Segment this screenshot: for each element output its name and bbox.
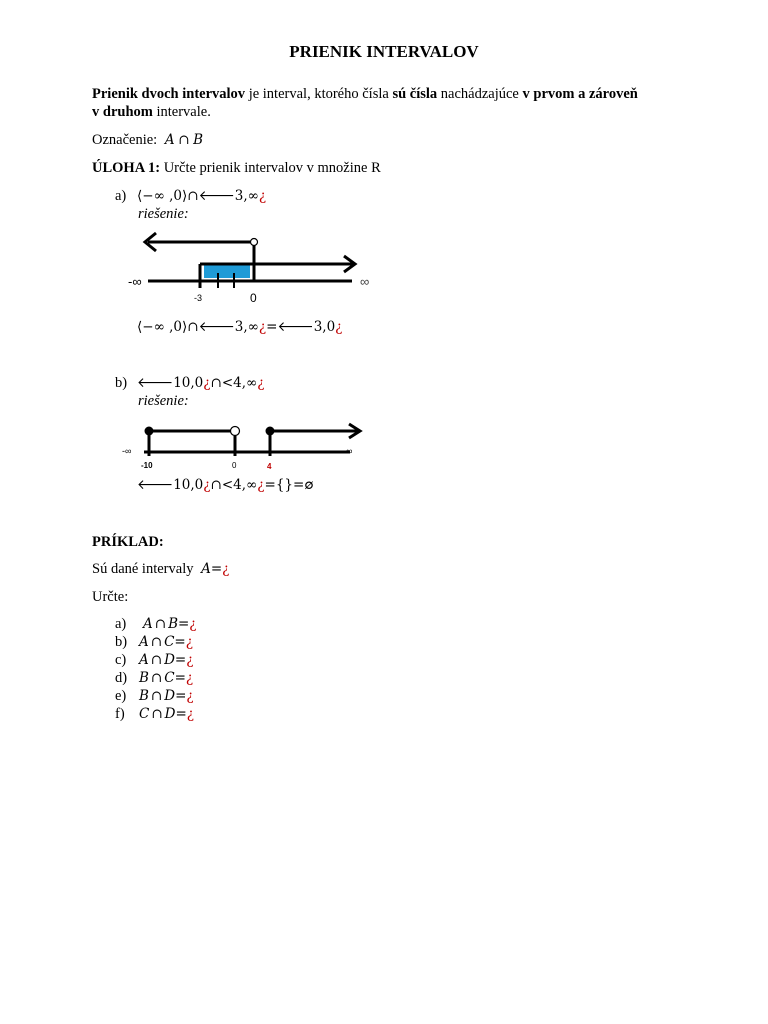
closed-point-4 xyxy=(266,427,275,436)
question-mark: ¿ xyxy=(258,319,267,335)
part-b-marker: b) xyxy=(115,375,128,391)
example-item-marker: b) xyxy=(115,634,128,650)
example-item-marker: e) xyxy=(115,688,127,704)
example-given-eq: = xyxy=(210,561,223,577)
definition-text: intervale. xyxy=(152,104,211,120)
part-a-result xyxy=(137,319,342,335)
example-item-expression xyxy=(139,688,194,705)
set-left: A xyxy=(139,634,149,650)
set-left: A xyxy=(139,652,149,668)
tick-label-m10: -10 xyxy=(141,461,153,470)
task-label: ÚLOHA 1: xyxy=(92,160,161,176)
cap-symbol: ∩ xyxy=(150,634,163,650)
part-b-result xyxy=(137,477,314,493)
definition-bold: v druhom xyxy=(92,104,153,120)
part-a-expr: ⟨−∞ ,0⟩∩ xyxy=(137,188,199,204)
part-b-result-2: ∩<4,∞ xyxy=(210,477,258,493)
example-item-expression xyxy=(143,616,197,633)
example-item-expression xyxy=(139,706,194,723)
equals-sign: = xyxy=(174,652,187,668)
example-given xyxy=(92,561,229,578)
cap-symbol: ∩ xyxy=(151,706,163,722)
definition-text: je interval, ktorého čísla xyxy=(245,86,393,102)
definition-line-2 xyxy=(92,104,211,121)
part-a-marker: a) xyxy=(115,188,127,204)
example-item-marker: d) xyxy=(115,670,128,686)
question-mark: ¿ xyxy=(203,375,211,391)
definition-line-1 xyxy=(92,86,638,103)
set-right: B xyxy=(168,616,178,632)
tick-label-0: 0 xyxy=(250,291,257,305)
left-arrow-icon: 🡐 xyxy=(137,477,174,493)
equals-sign: = xyxy=(177,616,190,632)
question-mark: ¿ xyxy=(258,188,267,204)
notation-label: Označenie: xyxy=(92,132,158,148)
question-mark: ¿ xyxy=(335,319,343,335)
set-left: B xyxy=(139,688,149,704)
question-mark: ¿ xyxy=(186,688,194,704)
part-a-result-2: 3,∞ xyxy=(234,319,259,335)
notation-line xyxy=(92,132,203,149)
question-mark: ¿ xyxy=(257,477,265,493)
notation-a: A xyxy=(164,132,175,148)
task-text: Určte prienik intervalov v množine R xyxy=(160,160,381,176)
question-mark: ¿ xyxy=(222,561,230,577)
tick-label-0: 0 xyxy=(232,461,237,470)
part-a-expr2: 3,∞ xyxy=(234,188,259,204)
part-b-solution-label: riešenie: xyxy=(138,393,189,409)
part-a-number-line xyxy=(120,228,380,308)
part-a-result-4: 3,0 xyxy=(313,319,336,335)
example-given-var: A xyxy=(201,561,211,577)
example-item-marker: a) xyxy=(115,616,127,632)
closed-point-m10 xyxy=(145,427,154,436)
set-right: D xyxy=(164,652,175,668)
question-mark: ¿ xyxy=(186,652,194,668)
example-heading: PRÍKLAD: xyxy=(92,534,164,550)
tick-label-4: 4 xyxy=(267,462,272,471)
example-given-text: Sú dané intervaly xyxy=(92,561,194,577)
part-b-expr1: 10,0 xyxy=(173,375,204,391)
notation-b: B xyxy=(193,132,204,148)
part-b-expr2: ∩<4,∞ xyxy=(210,375,258,391)
example-item-marker: f) xyxy=(115,706,125,722)
task-1-heading xyxy=(92,160,381,177)
left-arrow-icon: 🡐 xyxy=(137,375,174,391)
equals-sign: = xyxy=(174,670,186,686)
example-determine: Určte: xyxy=(92,589,129,605)
definition-text: nachádzajúce xyxy=(437,86,523,102)
cap-symbol: ∩ xyxy=(150,688,163,704)
open-point-0 xyxy=(231,427,240,436)
equals-sign: = xyxy=(175,706,187,722)
part-b-number-line xyxy=(118,420,378,476)
example-item-marker: c) xyxy=(115,652,127,668)
set-right: D xyxy=(164,688,176,704)
question-mark: ¿ xyxy=(257,375,265,391)
set-left: B xyxy=(139,670,149,686)
question-mark: ¿ xyxy=(185,670,194,686)
part-a-expression xyxy=(137,188,266,204)
question-mark: ¿ xyxy=(186,706,195,722)
minus-infinity-label: -∞ xyxy=(122,446,132,456)
plus-infinity-label: ∞ xyxy=(346,446,353,456)
set-right: C xyxy=(164,670,175,686)
tick-label-m3: -3 xyxy=(194,293,203,303)
part-a-solution-label: riešenie: xyxy=(138,206,189,222)
notation-cap: ∩ xyxy=(178,132,190,148)
example-item-expression xyxy=(139,652,193,669)
left-arrow-icon: 🡐 xyxy=(198,188,235,204)
question-mark: ¿ xyxy=(203,477,211,493)
example-item-expression xyxy=(139,670,193,687)
definition-bold: sú čísla xyxy=(392,86,438,102)
cap-symbol: ∩ xyxy=(150,652,163,668)
equals-sign: = xyxy=(175,688,187,704)
equals-sign: = xyxy=(174,634,186,650)
intersection-highlight xyxy=(204,264,250,278)
cap-symbol: ∩ xyxy=(154,616,167,632)
minus-infinity-label: -∞ xyxy=(128,274,142,289)
left-arrow-icon: 🡐 xyxy=(198,319,235,335)
part-b-result-3: ={}=∅ xyxy=(264,477,314,493)
set-left: A xyxy=(143,616,153,632)
left-arrow-icon: 🡐 xyxy=(277,319,314,335)
question-mark: ¿ xyxy=(189,616,197,632)
page-title: PRIENIK INTERVALOV xyxy=(289,42,479,61)
part-b-expression xyxy=(137,375,265,391)
definition-bold: v prvom a zároveň xyxy=(522,86,638,102)
set-right: C xyxy=(164,634,175,650)
open-point-0 xyxy=(251,239,258,246)
part-b-result-1: 10,0 xyxy=(173,477,204,493)
plus-infinity-label: ∞ xyxy=(360,274,370,289)
cap-symbol: ∩ xyxy=(150,670,163,686)
set-left: C xyxy=(139,706,150,722)
definition-term: Prienik dvoch intervalov xyxy=(92,86,246,102)
part-a-result-1: ⟨−∞ ,0⟩∩ xyxy=(137,319,199,335)
set-right: D xyxy=(164,706,176,722)
example-item-expression xyxy=(139,634,193,651)
question-mark: ¿ xyxy=(185,634,193,650)
part-a-result-3: = xyxy=(266,319,278,335)
